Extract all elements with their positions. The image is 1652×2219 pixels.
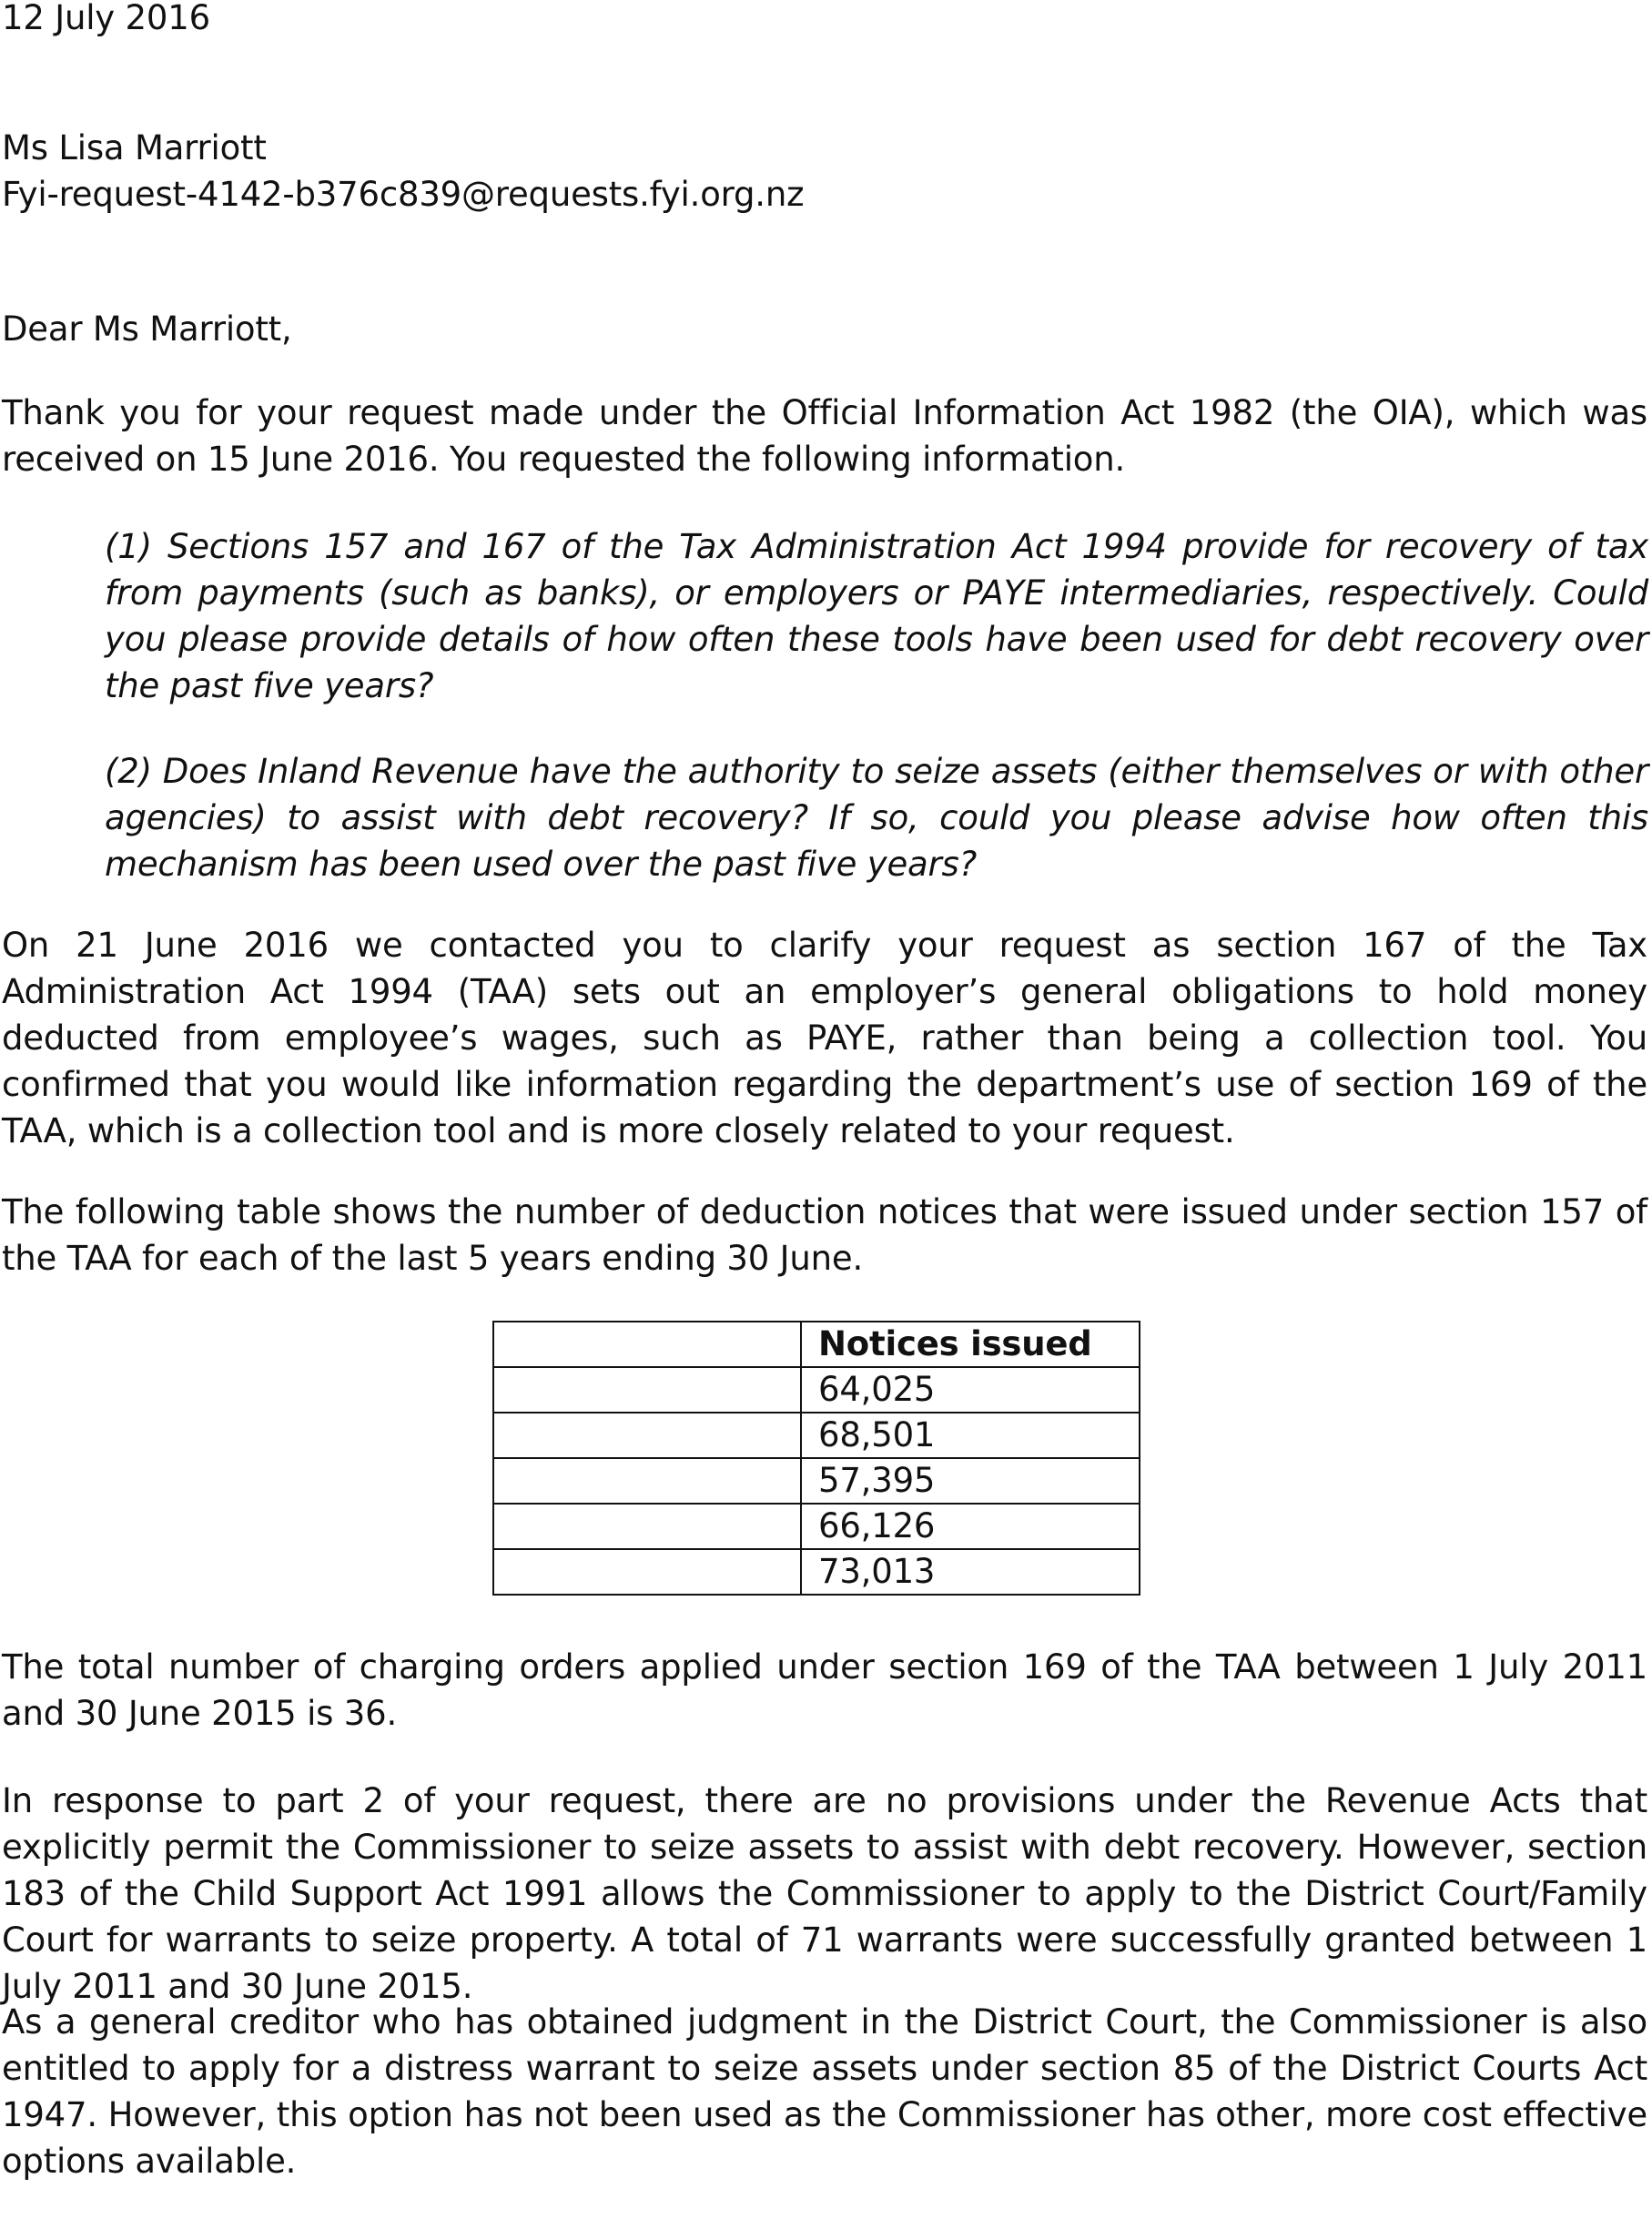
table-row bbox=[493, 1458, 1140, 1504]
table-cell-year bbox=[493, 1458, 801, 1504]
part2-response-paragraph: In response to part 2 of your request, there are no provisions under the Revenue Acts that explicitly permit the Commissioner to seize assets to assist with debt recovery. However, section 183 of the Child Support Act 1991 allows the Commissioner to apply to the District Court/Family Court for warrants to seize property. A total of 71 warrants were successfully granted between 1 July 2011 and 30 June 2015. bbox=[2, 1781, 1647, 2006]
table-cell-year bbox=[493, 1367, 801, 1413]
table-row bbox=[493, 1367, 1140, 1413]
recipient-block bbox=[2, 125, 804, 218]
table-header-notices: Notices issued bbox=[801, 1322, 1140, 1367]
table-intro-paragraph: The following table shows the number of deduction notices that were issued under section 157 of the TAA for each of the last 5 years ending 30 June. bbox=[2, 1192, 1647, 1278]
table-row bbox=[493, 1504, 1140, 1549]
table-row bbox=[493, 1549, 1140, 1595]
recipient-name: Ms Lisa Marriott bbox=[2, 128, 267, 167]
charging-orders-paragraph: The total number of charging orders applied under section 169 of the TAA between 1 July 2011 and 30 June 2015 is 36. bbox=[2, 1647, 1647, 1733]
request-question-1: (1) Sections 157 and 167 of the Tax Administration Act 1994 provide for recovery of tax from payments (such as banks), or employers or PAYE intermediaries, respectively. Could you please provide details of how often these tools have been used for debt recovery over the past five years? bbox=[105, 527, 1648, 705]
letter-date: 12 July 2016 bbox=[2, 0, 210, 37]
request-question-2: (2) Does Inland Revenue have the authority to seize assets (either themselves or with other agencies) to assist with debt recovery? If so, could you please advise how often this mechanism has been used over the past five years? bbox=[105, 752, 1648, 884]
table-cell-notices: 73,013 bbox=[801, 1549, 1140, 1595]
table-cell-notices: 57,395 bbox=[801, 1458, 1140, 1504]
table-cell-notices: 68,501 bbox=[801, 1413, 1140, 1458]
table-cell-notices: 66,126 bbox=[801, 1504, 1140, 1549]
salutation: Dear Ms Marriott, bbox=[2, 309, 292, 349]
table-cell-year bbox=[493, 1549, 801, 1595]
table-row bbox=[493, 1413, 1140, 1458]
deduction-notices-table bbox=[492, 1321, 1140, 1596]
general-creditor-paragraph: As a general creditor who has obtained judgment in the District Court, the Commissioner is also entitled to apply for a distress warrant to seize assets under section 85 of the District Courts Act 1947. However, this option has not been used as the Commissioner has other, more cost effective options available. bbox=[2, 2002, 1647, 2181]
recipient-email: Fyi-request-4142-b376c839@requests.fyi.org.nz bbox=[2, 175, 805, 214]
intro-paragraph: Thank you for your request made under the Official Information Act 1982 (the OIA), which was received on 15 June 2016. You requested the following information. bbox=[2, 393, 1647, 479]
table-cell-year bbox=[493, 1504, 801, 1549]
table-cell-year bbox=[493, 1413, 801, 1458]
table-header-year bbox=[493, 1322, 801, 1367]
table-header-row bbox=[493, 1322, 1140, 1367]
table-cell-notices: 64,025 bbox=[801, 1367, 1140, 1413]
clarification-paragraph: On 21 June 2016 we contacted you to clarify your request as section 167 of the Tax Administration Act 1994 (TAA) sets out an employer’s general obligations to hold money deducted from employee’s wages, such as PAYE, rather than being a collection tool. You confirmed that you would like information regarding the department’s use of section 169 of the TAA, which is a collection tool and is more closely related to your request. bbox=[2, 926, 1647, 1150]
